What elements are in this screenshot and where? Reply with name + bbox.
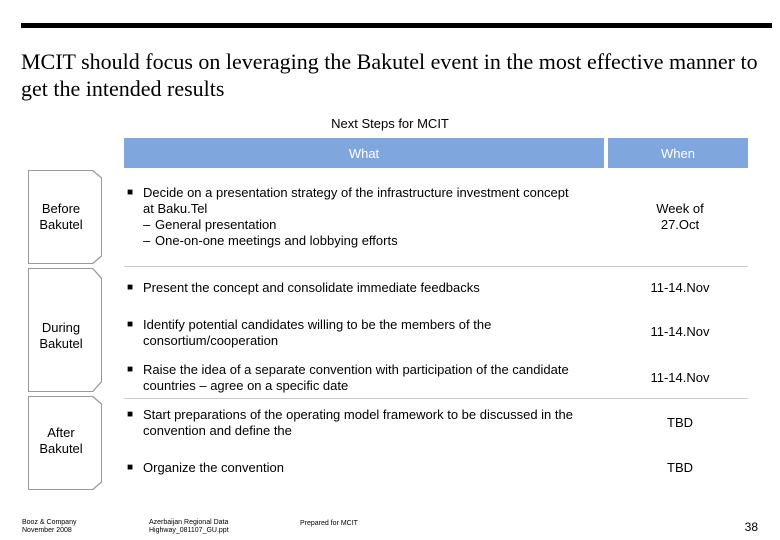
header-when: When (608, 138, 748, 168)
stage-label: Bakutel (39, 441, 83, 456)
row-divider (124, 266, 748, 267)
bullet-icon: ■ (127, 364, 134, 375)
stage-label: Before (41, 201, 81, 216)
stage-during (28, 268, 102, 392)
footer-document: Azerbaijan Regional Data Highway_081107_GU.ppt (149, 519, 229, 534)
stage-before (28, 170, 102, 264)
footer-prepared: Prepared for MCIT (300, 520, 358, 527)
bullet-icon: ■ (127, 319, 134, 330)
slide-title: MCIT should focus on leveraging the Bakutel event in the most effective manner to get the intended results (21, 49, 758, 101)
table-subtitle: Next Steps for MCIT (331, 116, 449, 131)
page-number: 38 (744, 520, 758, 534)
header-what: What (124, 138, 604, 168)
dash-icon: – (143, 233, 151, 248)
stage-label: After (47, 425, 75, 440)
dash-icon: – (143, 217, 151, 232)
bullet-icon: ■ (127, 409, 134, 420)
stage-label: Bakutel (39, 217, 83, 232)
stage-label: Bakutel (39, 336, 83, 351)
bullet-icon: ■ (127, 462, 134, 473)
bullet-icon: ■ (127, 282, 134, 293)
row-divider (124, 398, 748, 399)
stage-after (28, 396, 102, 490)
bullet-icon: ■ (127, 187, 134, 198)
stage-label: During (41, 320, 81, 335)
footer-company: Booz & Company November 2008 (22, 519, 77, 534)
top-rule (21, 23, 772, 28)
